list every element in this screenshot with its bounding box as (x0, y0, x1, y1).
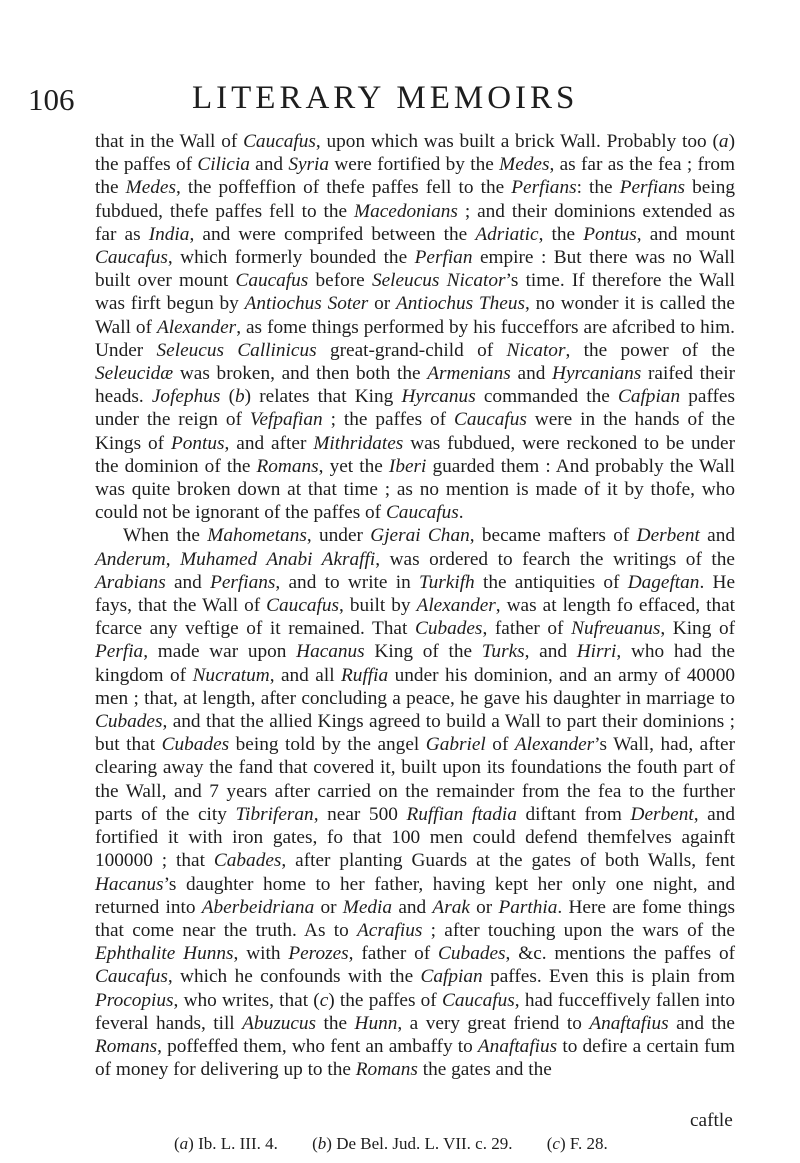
running-title: LITERARY MEMOIRS (192, 80, 579, 116)
body-text (95, 130, 735, 1081)
paragraph-1: that in the Wall of Caucafus, upon which was built a brick Wall. Probably too (a) the paffes of Cilicia and Syria were fortified by the Medes, as far as the fea ; from the Medes, the poffeffion of thefe paffes fell to the Perfians: the Perfians being fubdued, thefe paffes fell to the Macedonians ; and their dominions extended as far as India, and were comprifed between the Adriatic, the Pontus, and mount Caucafus, which formerly bounded the Perfian empire : But there was no Wall built over mount Caucafus before Seleucus Nicator’s time. If therefore the Wall was firft begun by Antiochus Soter or Antiochus Theus, no wonder it is called the Wall of Alexander, as fome things performed by his fucceffors are afcribed to him. Under Seleucus Callinicus great-grand-child of Nicator, the power of the Seleucidæ was broken, and then both the Armenians and Hyrcanians raifed their heads. Jofephus (b) relates that King Hyrcanus commanded the Cafpian paffes under the reign of Vefpafian ; the paffes of Caucafus were in the hands of the Kings of Pontus, and after Mithridates was fubdued, were reckoned to be under the dominion of the Romans, yet the Iberi guarded them : And probably the Wall was quite broken down at that time ; as no mention is made of it by thofe, who could not be ignorant of the paffes of Caucafus. (95, 131, 736, 524)
footnotes (174, 1134, 638, 1154)
footnote-a: (a) Ib. L. III. 4. (174, 1134, 278, 1153)
paragraph-2: When the Mahometans, under Gjerai Chan, became mafters of Derbent and Anderum, Muhamed Anabi Akraffi, was ordered to fearch the writings of the Arabians and Perfians, and to write in Turkifh the antiquities of Dageftan. He fays, that the Wall of Caucafus, built by Alexander, was at length fo effaced, that fcarce any veftige of it remained. That Cubades, father of Nufreuanus, King of Perfia, made war upon Hacanus King of the Turks, and Hirri, who had the kingdom of Nucratum, and all Ruffia under his dominion, and an army of 40000 men ; that, at length, after concluding a peace, he gave his daughter in marriage to Cubades, and that the allied Kings agreed to build a Wall to part their dominions ; but that Cubades being told by the angel Gabriel of Alexander’s Wall, had, after clearing away the fand that covered it, built upon its foundations the fouth part of the Wall, and 7 years after carried on the remainder from the fea to the further parts of the city Tibriferan, near 500 Ruffian ftadia diftant from Derbent, and fortified it with iron gates, fo that 100 men could defend themfelves againft 100000 ; that Cabades, after planting Guards at the gates of both Walls, fent Hacanus’s daughter home to her father, having kept her only one night, and returned into Aberbeidriana or Media and Arak or Parthia. Here are fome things that come near the truth. As to Acrafius ; after touching upon the wars of the Ephthalite Hunns, with Perozes, father of Cubades, &c. mentions the paffes of Caucafus, which he confounds with the Cafpian paffes. Even this is plain from Procopius, who writes, that (c) the paffes of Caucafus, had fucceffively fallen into feveral hands, till Abuzucus the Hunn, a very great friend to Anaftafius and the Romans, poffeffed them, who fent an ambaffy to Anaftafius to defire a certain fum of money for delivering up to the Romans the gates and the (95, 525, 736, 1081)
footnote-b: (b) De Bel. Jud. L. VII. c. 29. (312, 1134, 513, 1153)
footnote-c: (c) F. 28. (546, 1134, 608, 1153)
page-number: 106 (28, 82, 75, 117)
catchword: caftle (690, 1110, 733, 1131)
